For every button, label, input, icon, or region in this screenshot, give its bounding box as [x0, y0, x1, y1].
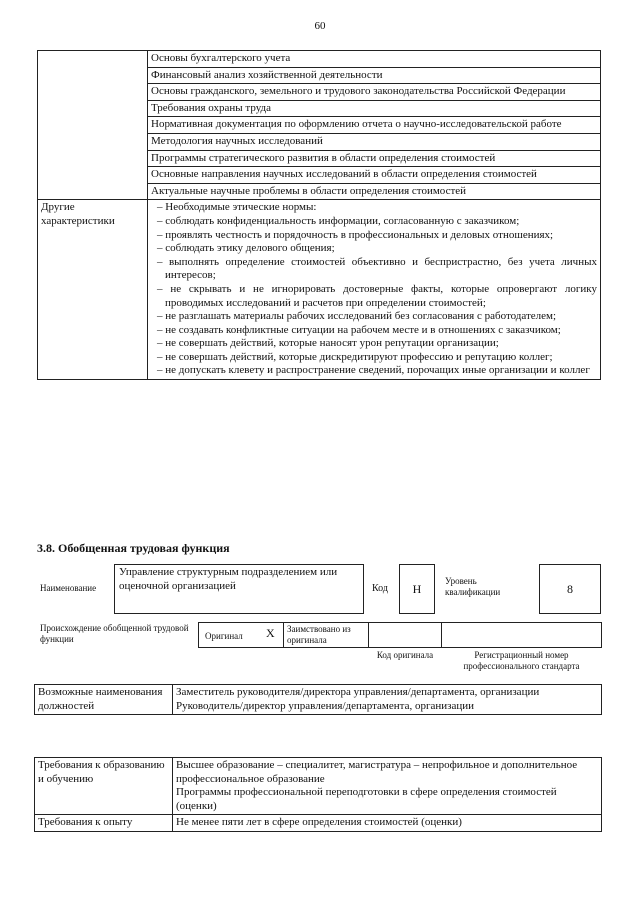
knowledge-row: Основные направления научных исследований в области определения стоимостей	[148, 167, 601, 184]
ethics-list	[151, 201, 597, 378]
education-line: Программы профессиональной переподготовки в сфере определения стоимостей (оценки)	[176, 786, 557, 812]
positions-cell	[173, 685, 602, 715]
list-item: – проявлять честность и порядочность в профессиональных и деловых отношениях;	[157, 229, 597, 243]
code-value-box: H	[399, 564, 435, 614]
reg-number-box	[441, 622, 602, 648]
level-label: Уровень квалификации	[445, 576, 501, 597]
origin-label: Происхождение обобщенной трудовой функции	[40, 623, 189, 644]
code-label: Код	[372, 583, 388, 594]
education-line: Высшее образование – специалитет, магистратура – непрофильное и дополнительное профессиональное образование	[176, 759, 578, 785]
original-mark: X	[266, 626, 275, 640]
list-item: – не допускать клевету и распространение сведений, порочащих иные организации и коллег	[157, 364, 597, 378]
knowledge-row: Программы стратегического развития в области определения стоимостей	[148, 150, 601, 167]
knowledge-row: Нормативная документация по оформлению отчета о научно-исследовательской работе	[148, 117, 601, 134]
requirements-table	[34, 757, 602, 832]
list-item: – не создавать конфликтные ситуации на рабочем месте и в отношениях с заказчиком;	[157, 324, 597, 338]
original-box	[198, 622, 284, 648]
empty-label-cell	[38, 51, 148, 200]
list-item: – Необходимые этические нормы:	[157, 201, 597, 215]
knowledge-row: Актуальные научные проблемы в области определения стоимостей	[148, 183, 601, 200]
page-number: 60	[314, 20, 326, 32]
knowledge-row: Методология научных исследований	[148, 133, 601, 150]
borrowed-box: Заимствовано из оригинала	[283, 622, 369, 648]
education-cell	[173, 758, 602, 815]
knowledge-row: Финансовый анализ хозяйственной деятельности	[148, 67, 601, 84]
level-value-box: 8	[539, 564, 601, 614]
knowledge-row: Основы бухгалтерского учета	[148, 51, 601, 68]
name-value-box: Управление структурным подразделением или оценочной организацией	[114, 564, 364, 614]
knowledge-table	[37, 50, 601, 380]
positions-label: Возможные наименования должностей	[35, 685, 173, 715]
knowledge-row: Требования охраны труда	[148, 100, 601, 117]
list-item: – не разглашать материалы рабочих исследований без согласования с работодателем;	[157, 310, 597, 324]
positions-table	[34, 684, 602, 715]
list-item: – не скрывать и не игнорировать достоверные факты, которые опровергают логику проводимых исследований и расчетов при определении стоимостей;	[157, 283, 597, 310]
other-characteristics-cell	[148, 200, 601, 380]
list-item: – соблюдать конфиденциальность информации, согласованную с заказчиком;	[157, 215, 597, 229]
list-item: – не совершать действий, которые дискредитируют профессию и репутацию коллег;	[157, 351, 597, 365]
experience-value: Не менее пяти лет в сфере определения стоимостей (оценки)	[173, 815, 602, 832]
list-item: – соблюдать этику делового общения;	[157, 242, 597, 256]
reg-number-caption: Регистрационный номер профессионального стандарта	[463, 650, 580, 671]
education-label: Требования к образованию и обучению	[35, 758, 173, 815]
position-line: Заместитель руководителя/директора управления/департамента, организации	[176, 686, 540, 698]
list-item: – не совершать действий, которые наносят урон репутации организации;	[157, 337, 597, 351]
position-line: Руководитель/директор управления/департамента, организации	[176, 699, 475, 712]
code-original-caption: Код оригинала	[376, 650, 434, 660]
knowledge-row: Основы гражданского, земельного и трудового законодательства Российской Федерации	[148, 84, 601, 101]
original-label: Оригинал	[205, 631, 243, 641]
code-original-box	[368, 622, 442, 648]
experience-label: Требования к опыту	[35, 815, 173, 832]
list-item: – выполнять определение стоимостей объективно и беспристрастно, без учета личных интересов;	[157, 256, 597, 283]
other-characteristics-label: Другие характеристики	[38, 200, 148, 380]
section-title: 3.8. Обобщенная трудовая функция	[37, 541, 230, 555]
name-label: Наименование	[40, 583, 97, 593]
